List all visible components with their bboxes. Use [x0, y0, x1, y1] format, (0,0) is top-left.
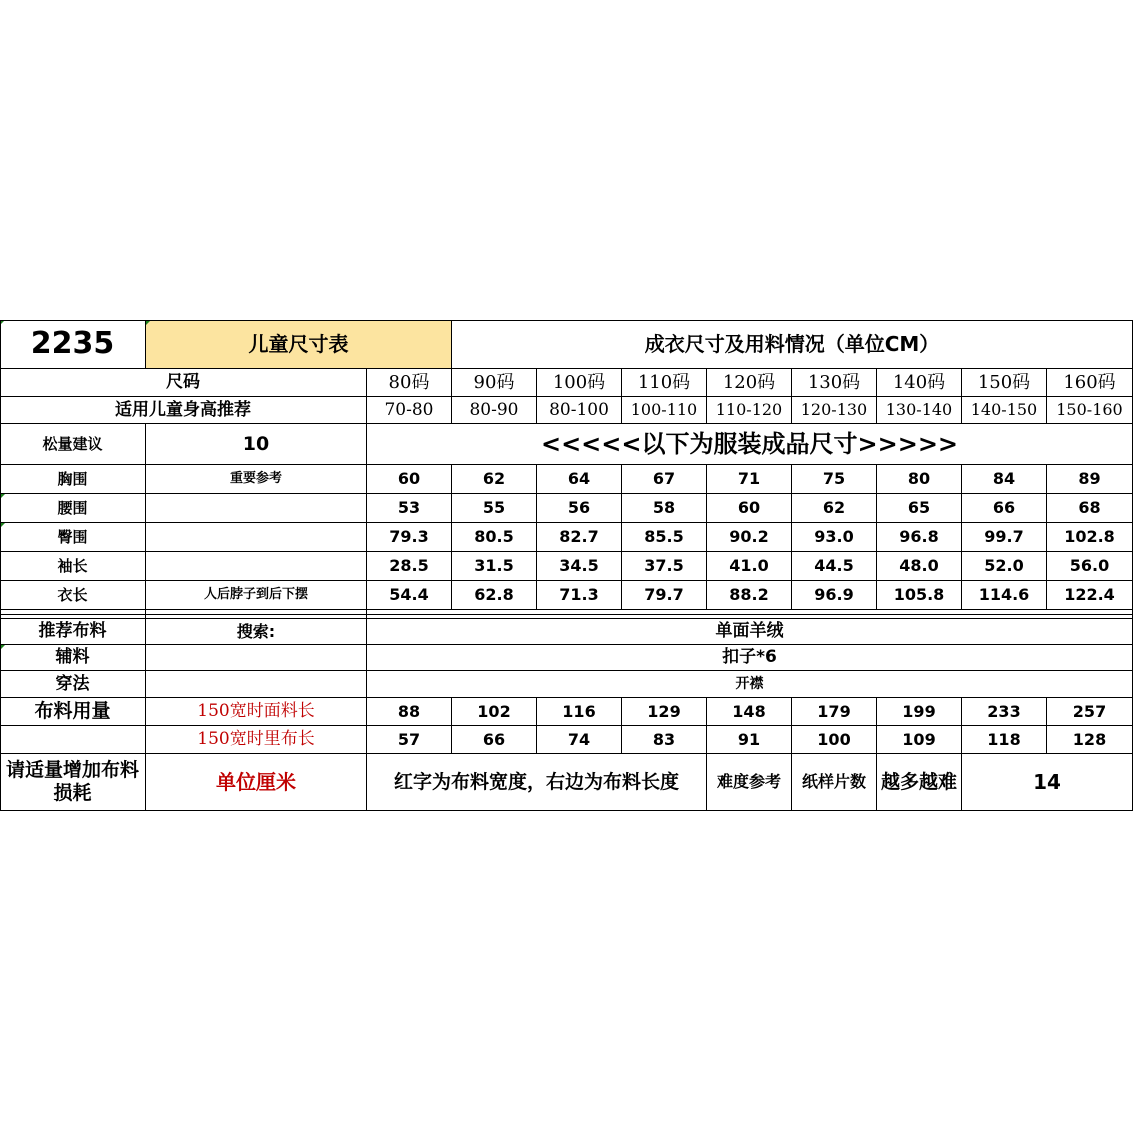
size-cell: 160码 [1047, 369, 1133, 397]
measurement-cell: 122.4 [1047, 581, 1133, 610]
finished-size-banner: <<<<<以下为服装成品尺寸>>>>> [367, 424, 1133, 465]
usage-cell: 128 [1047, 726, 1133, 754]
usage-cell: 66 [452, 726, 537, 754]
size-row-label: 尺码 [0, 369, 367, 397]
usage-cell: 74 [537, 726, 622, 754]
measurement-cell: 64 [537, 465, 622, 494]
measurement-cell: 66 [962, 494, 1047, 523]
fabric-label: 推荐布料 [0, 619, 146, 645]
fabric-value: 单面羊绒 [367, 619, 1133, 645]
piece-count: 14 [962, 754, 1133, 811]
chart-title: 儿童尺寸表 [146, 320, 452, 369]
size-chart-table [0, 320, 1133, 811]
height-cell: 150-160 [1047, 397, 1133, 424]
usage-cell: 91 [707, 726, 792, 754]
measurement-cell: 96.8 [877, 523, 962, 552]
measurement-label: 腰围 [0, 494, 146, 523]
measurement-cell: 37.5 [622, 552, 707, 581]
measurement-cell: 62 [792, 494, 877, 523]
height-cell: 80-100 [537, 397, 622, 424]
usage-label-blank [0, 726, 146, 754]
measurement-label: 臀围 [0, 523, 146, 552]
wear-value: 开襟 [367, 671, 1133, 698]
measurement-cell: 88.2 [707, 581, 792, 610]
measurement-cell: 65 [877, 494, 962, 523]
height-cell: 130-140 [877, 397, 962, 424]
measurement-cell: 62 [452, 465, 537, 494]
measurement-cell: 85.5 [622, 523, 707, 552]
measurement-cell: 80.5 [452, 523, 537, 552]
measurement-cell: 56 [537, 494, 622, 523]
measurement-note [146, 494, 367, 523]
measurement-cell: 82.7 [537, 523, 622, 552]
measurement-cell: 56.0 [1047, 552, 1133, 581]
chart-subtitle: 成衣尺寸及用料情况（单位CM） [452, 320, 1133, 369]
color-explain: 红字为布料宽度，右边为布料长度 [367, 754, 707, 811]
measurement-cell: 80 [877, 465, 962, 494]
measurement-cell: 105.8 [877, 581, 962, 610]
wear-blank [146, 671, 367, 698]
loss-note: 请适量增加布料损耗 [0, 754, 146, 811]
measurement-cell: 99.7 [962, 523, 1047, 552]
accessory-blank [146, 645, 367, 671]
height-cell: 110-120 [707, 397, 792, 424]
measurement-cell: 93.0 [792, 523, 877, 552]
measurement-note: 人后脖子到后下摆 [146, 581, 367, 610]
size-cell: 150码 [962, 369, 1047, 397]
usage-cell: 102 [452, 698, 537, 726]
measurement-cell: 62.8 [452, 581, 537, 610]
measurement-cell: 53 [367, 494, 452, 523]
wear-label: 穿法 [0, 671, 146, 698]
size-cell: 120码 [707, 369, 792, 397]
measurement-cell: 84 [962, 465, 1047, 494]
size-cell: 110码 [622, 369, 707, 397]
usage-cell: 179 [792, 698, 877, 726]
measurement-label: 衣长 [0, 581, 146, 610]
size-cell: 140码 [877, 369, 962, 397]
measurement-cell: 58 [622, 494, 707, 523]
usage-row-label: 150宽时面料长 [146, 698, 367, 726]
measurement-cell: 89 [1047, 465, 1133, 494]
size-cell: 100码 [537, 369, 622, 397]
usage-cell: 257 [1047, 698, 1133, 726]
height-cell: 140-150 [962, 397, 1047, 424]
difficulty-label: 难度参考 [707, 754, 792, 811]
ease-value: 10 [146, 424, 367, 465]
height-cell: 120-130 [792, 397, 877, 424]
measurement-cell: 44.5 [792, 552, 877, 581]
accessory-label: 辅料 [0, 645, 146, 671]
fabric-search: 搜索: [146, 619, 367, 645]
measurement-cell: 31.5 [452, 552, 537, 581]
usage-cell: 116 [537, 698, 622, 726]
measurement-label: 胸围 [0, 465, 146, 494]
measurement-cell: 71 [707, 465, 792, 494]
height-cell: 70-80 [367, 397, 452, 424]
usage-row-label: 150宽时里布长 [146, 726, 367, 754]
usage-cell: 83 [622, 726, 707, 754]
size-cell: 90码 [452, 369, 537, 397]
measurement-cell: 60 [367, 465, 452, 494]
usage-cell: 109 [877, 726, 962, 754]
usage-cell: 118 [962, 726, 1047, 754]
measurement-note [146, 552, 367, 581]
size-cell: 80码 [367, 369, 452, 397]
measurement-cell: 68 [1047, 494, 1133, 523]
measurement-note: 重要参考 [146, 465, 367, 494]
measurement-cell: 67 [622, 465, 707, 494]
measurement-cell: 52.0 [962, 552, 1047, 581]
measurement-cell: 75 [792, 465, 877, 494]
usage-cell: 199 [877, 698, 962, 726]
measurement-cell: 55 [452, 494, 537, 523]
usage-cell: 233 [962, 698, 1047, 726]
measurement-cell: 79.7 [622, 581, 707, 610]
unit-note: 单位厘米 [146, 754, 367, 811]
usage-cell: 100 [792, 726, 877, 754]
usage-cell: 148 [707, 698, 792, 726]
ease-label: 松量建议 [0, 424, 146, 465]
measurement-cell: 48.0 [877, 552, 962, 581]
usage-cell: 57 [367, 726, 452, 754]
size-cell: 130码 [792, 369, 877, 397]
usage-cell: 88 [367, 698, 452, 726]
measurement-label: 袖长 [0, 552, 146, 581]
height-row-label: 适用儿童身高推荐 [0, 397, 367, 424]
usage-label: 布料用量 [0, 698, 146, 726]
measurement-cell: 28.5 [367, 552, 452, 581]
measurement-cell: 54.4 [367, 581, 452, 610]
height-cell: 100-110 [622, 397, 707, 424]
difficulty-hint: 越多越难 [877, 754, 962, 811]
measurement-cell: 34.5 [537, 552, 622, 581]
measurement-cell: 90.2 [707, 523, 792, 552]
style-code: 2235 [0, 320, 146, 369]
pieces-label: 纸样片数 [792, 754, 877, 811]
accessory-value: 扣子*6 [367, 645, 1133, 671]
measurement-cell: 60 [707, 494, 792, 523]
usage-cell: 129 [622, 698, 707, 726]
measurement-cell: 102.8 [1047, 523, 1133, 552]
measurement-cell: 71.3 [537, 581, 622, 610]
measurement-cell: 96.9 [792, 581, 877, 610]
measurement-cell: 114.6 [962, 581, 1047, 610]
height-cell: 80-90 [452, 397, 537, 424]
measurement-cell: 41.0 [707, 552, 792, 581]
measurement-note [146, 523, 367, 552]
measurement-cell: 79.3 [367, 523, 452, 552]
